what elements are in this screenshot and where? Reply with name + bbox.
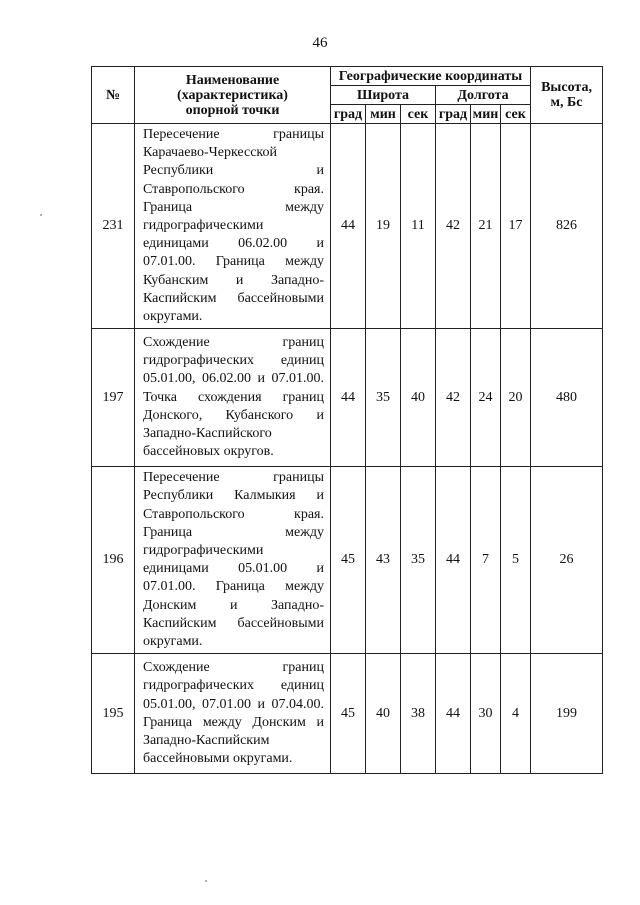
row-description: Схождение границ гидрографических единиц 05.01.00, 06.02.00 и 07.01.00. Точка схождения границ Донского, Кубанского и Западно-Каспийского бассейновых округов. bbox=[135, 329, 331, 467]
page-number: 46 bbox=[312, 35, 328, 51]
header-lat-sec: сек bbox=[401, 105, 436, 124]
table-row bbox=[92, 329, 603, 467]
cell-lon-deg: 42 bbox=[436, 329, 471, 467]
cell-lon-min: 30 bbox=[471, 654, 501, 774]
cell-lat-deg: 45 bbox=[331, 467, 366, 654]
row-number: 195 bbox=[92, 654, 135, 774]
cell-lon-sec: 5 bbox=[501, 467, 531, 654]
row-description: Пересечение границы Карачаево-Черкесской Республики и Ставропольского края. Граница между гидрографическими единицами 06.02.00 и 07.01.00. Граница между Кубанским и Западно-Каспийским бассейновыми округами. bbox=[135, 124, 331, 329]
cell-lat-deg: 44 bbox=[331, 329, 366, 467]
row-number: 197 bbox=[92, 329, 135, 467]
cell-lon-sec: 17 bbox=[501, 124, 531, 329]
cell-lat-sec: 38 bbox=[401, 654, 436, 774]
table-row bbox=[92, 124, 603, 329]
cell-height: 199 bbox=[531, 654, 603, 774]
header-lon-deg: град bbox=[436, 105, 471, 124]
cell-lat-min: 19 bbox=[366, 124, 401, 329]
scan-speck bbox=[40, 214, 42, 216]
cell-lon-deg: 42 bbox=[436, 124, 471, 329]
coordinates-table bbox=[91, 66, 603, 774]
cell-lon-deg: 44 bbox=[436, 467, 471, 654]
table-row bbox=[92, 654, 603, 774]
header-lat-deg: град bbox=[331, 105, 366, 124]
header-name bbox=[135, 67, 331, 124]
cell-lat-min: 35 bbox=[366, 329, 401, 467]
header-name-line2: (характеристика) bbox=[177, 87, 288, 103]
cell-lon-sec: 20 bbox=[501, 329, 531, 467]
cell-lat-deg: 45 bbox=[331, 654, 366, 774]
header-name-line1: Наименование bbox=[185, 72, 280, 88]
cell-height: 826 bbox=[531, 124, 603, 329]
header-lon-min: мин bbox=[471, 105, 501, 124]
cell-lon-deg: 44 bbox=[436, 654, 471, 774]
header-geo-coordinates: Географические координаты bbox=[331, 67, 531, 86]
cell-height: 26 bbox=[531, 467, 603, 654]
cell-lon-min: 21 bbox=[471, 124, 501, 329]
cell-lon-sec: 4 bbox=[501, 654, 531, 774]
header-latitude: Широта bbox=[331, 86, 436, 105]
table-row bbox=[92, 467, 603, 654]
header-number: № bbox=[92, 67, 135, 124]
cell-lat-min: 43 bbox=[366, 467, 401, 654]
cell-lon-min: 24 bbox=[471, 329, 501, 467]
scan-speck bbox=[205, 880, 207, 882]
cell-lon-min: 7 bbox=[471, 467, 501, 654]
cell-lat-deg: 44 bbox=[331, 124, 366, 329]
header-lon-sec: сек bbox=[501, 105, 531, 124]
cell-lat-sec: 11 bbox=[401, 124, 436, 329]
header-height bbox=[531, 67, 603, 124]
cell-height: 480 bbox=[531, 329, 603, 467]
row-description: Пересечение границы Республики Калмыкия и Ставропольского края. Граница между гидрографическими единицами 05.01.00 и 07.01.00. Граница между Донским и Западно-Каспийским бассейновыми округами. bbox=[135, 467, 331, 654]
table-header bbox=[92, 67, 603, 124]
row-description: Схождение границ гидрографических единиц 05.01.00, 07.01.00 и 07.04.00. Граница между Донским и Западно-Каспийским бассейновыми округами. bbox=[135, 654, 331, 774]
table-body bbox=[92, 124, 603, 774]
header-height-line1: Высота, bbox=[541, 80, 592, 95]
row-number: 196 bbox=[92, 467, 135, 654]
cell-lat-min: 40 bbox=[366, 654, 401, 774]
header-lat-min: мин bbox=[366, 105, 401, 124]
header-height-line2: м, Бс bbox=[550, 95, 583, 110]
row-number: 231 bbox=[92, 124, 135, 329]
cell-lat-sec: 35 bbox=[401, 467, 436, 654]
header-longitude: Долгота bbox=[436, 86, 531, 105]
cell-lat-sec: 40 bbox=[401, 329, 436, 467]
header-name-line3: опорной точки bbox=[185, 102, 280, 118]
